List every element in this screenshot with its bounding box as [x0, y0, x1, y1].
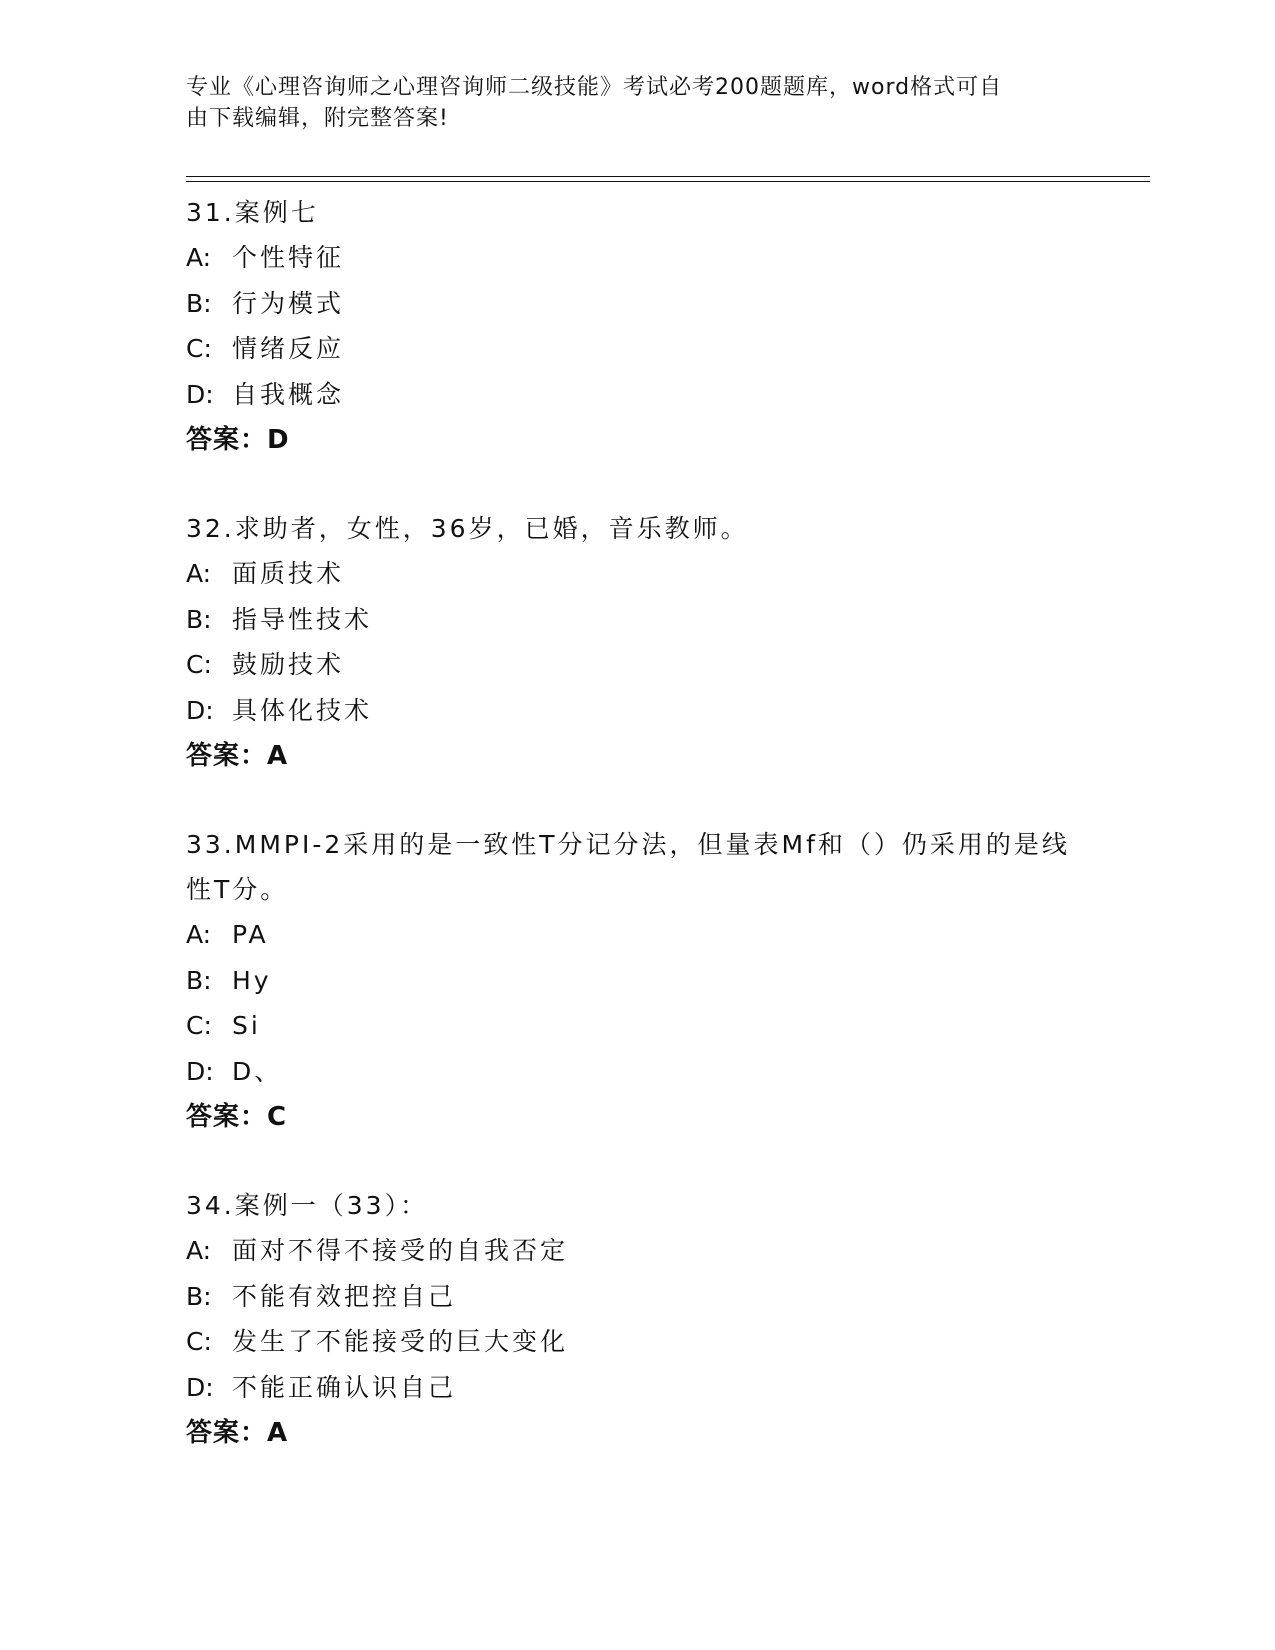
option-a	[186, 912, 1086, 958]
option-c	[186, 642, 1086, 688]
option-text: 情绪反应	[232, 334, 345, 363]
option-b	[186, 958, 1086, 1004]
option-b	[186, 597, 1086, 643]
answer-label: 答案：A	[186, 1418, 289, 1448]
option-key: C:	[186, 650, 212, 679]
option-key: A:	[186, 920, 212, 949]
option-text: PA	[232, 920, 269, 949]
option-key: A:	[186, 243, 212, 272]
option-d	[186, 1049, 1086, 1095]
option-key: D:	[186, 1372, 214, 1402]
option-a	[186, 1228, 1086, 1274]
option-c	[186, 326, 1086, 372]
answer-label: 答案：D	[186, 425, 290, 455]
header-line-2: 由下载编辑，附完整答案!	[186, 106, 449, 131]
document-header	[186, 72, 1066, 134]
option-key: D:	[186, 379, 214, 409]
option-text: 不能正确认识自己	[232, 1372, 457, 1402]
option-text: 面对不得不接受的自我否定	[232, 1236, 569, 1265]
option-text: 发生了不能接受的巨大变化	[232, 1327, 569, 1356]
answer-label: 答案：A	[186, 741, 289, 771]
question-33	[186, 822, 1086, 1140]
header-divider-bottom	[186, 181, 1150, 182]
option-key: C:	[186, 334, 212, 363]
option-key: D:	[186, 1056, 214, 1086]
option-key: B:	[186, 1281, 212, 1311]
option-key: A:	[186, 559, 212, 588]
option-d	[186, 688, 1086, 734]
question-stem: 33.MMPI-2采用的是一致性T分记分法，但量表Mf和（）仍采用的是线性T分。	[186, 830, 1070, 904]
option-text: 指导性技术	[232, 604, 373, 634]
header-divider-top	[186, 176, 1150, 177]
option-text: Hy	[232, 965, 272, 995]
option-key: A:	[186, 1236, 212, 1265]
option-key: B:	[186, 965, 212, 995]
option-text: 鼓励技术	[232, 650, 345, 679]
option-text: 面质技术	[232, 559, 345, 588]
option-text: 自我概念	[232, 379, 345, 409]
header-line-1: 专业《心理咨询师之心理咨询师二级技能》考试必考200题题库，word格式可自	[186, 75, 1003, 100]
option-d	[186, 372, 1086, 418]
option-a	[186, 551, 1086, 597]
option-d	[186, 1365, 1086, 1411]
option-text: 具体化技术	[232, 695, 373, 725]
question-31	[186, 190, 1086, 463]
option-text: Si	[232, 1011, 261, 1040]
question-stem: 34.案例一（33）：	[186, 1191, 429, 1220]
option-b	[186, 1274, 1086, 1320]
answer-label: 答案：C	[186, 1102, 288, 1132]
question-stem: 32.求助者，女性，36岁，已婚，音乐教师。	[186, 514, 749, 543]
option-key: D:	[186, 695, 214, 725]
option-key: B:	[186, 604, 212, 634]
option-a	[186, 235, 1086, 281]
option-b	[186, 281, 1086, 327]
option-key: B:	[186, 288, 212, 318]
option-text: 行为模式	[232, 288, 345, 318]
question-list	[186, 190, 1086, 1499]
option-text: D、	[232, 1056, 283, 1086]
option-c	[186, 1319, 1086, 1365]
option-key: C:	[186, 1327, 212, 1356]
question-34	[186, 1183, 1086, 1456]
option-key: C:	[186, 1011, 212, 1040]
question-32	[186, 506, 1086, 779]
question-stem: 31.案例七	[186, 198, 319, 227]
option-text: 不能有效把控自己	[232, 1281, 457, 1311]
option-text: 个性特征	[232, 243, 345, 272]
option-c	[186, 1003, 1086, 1049]
